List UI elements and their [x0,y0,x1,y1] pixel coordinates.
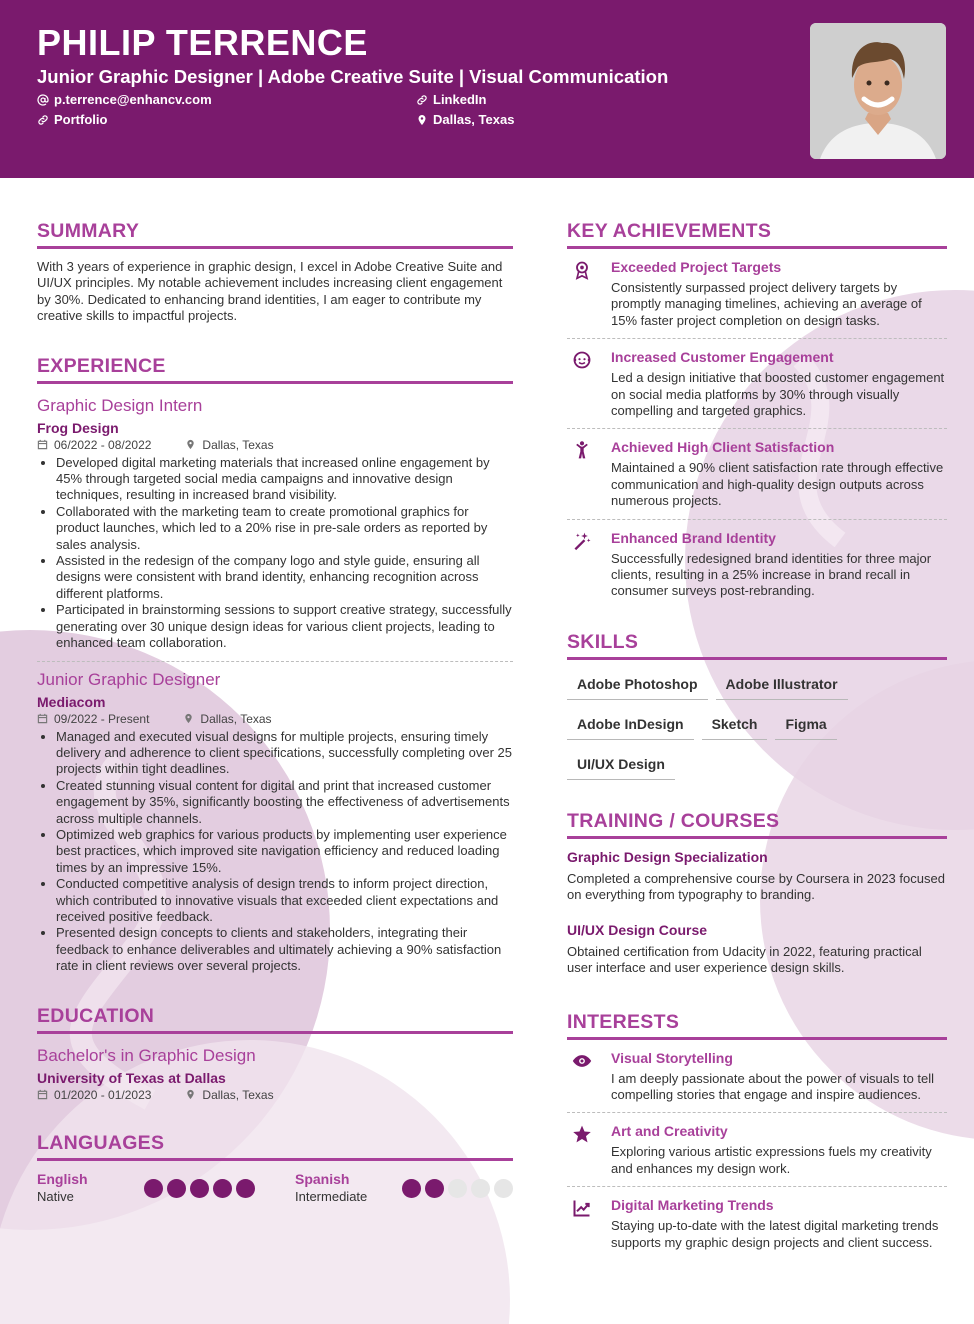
achievement-title: Increased Customer Engagement [611,349,834,366]
achievement-text: Consistently surpassed project delivery targets by promptly managing timelines, achieving an average of 15% faster project completion on design tasks. [611,280,922,328]
bullet: • Managed and executed visual designs for multiple projects, ensuring timely delivery and adherence to client specifications, successfully completing over 25 projects within tight deadlines. [56,729,513,778]
calendar-icon [37,713,48,724]
candidate-tagline: Junior Graphic Designer | Adobe Creative Suite | Visual Communication [37,66,669,87]
link-icon [37,114,49,126]
interest-item [567,1050,947,1114]
interest-title: Visual Storytelling [611,1049,733,1066]
user-headset-icon [572,350,592,370]
course-title: Graphic Design Specialization [567,848,768,865]
interest-item [567,1197,947,1260]
job-entry [37,670,513,975]
map-pin-icon [185,439,196,450]
education-location: Dallas, Texas [202,1087,274,1102]
rating-dot-filled [167,1179,186,1198]
rating-dot-empty [471,1179,490,1198]
job-bullets [37,455,513,652]
skills-list [567,670,947,780]
linkedin-text: LinkedIn [433,92,487,107]
achievement-text: Led a design initiative that boosted customer engagement on social media platforms by 30% through visually compelling and targeted graphics. [611,370,945,419]
skill-tag: Adobe InDesign [567,710,694,740]
job-dates: 09/2022 - Present [54,711,150,726]
training-section [567,810,947,977]
interest-text: Staying up-to-date with the latest digital marketing trends supports my graphic design projects and client success. [611,1218,939,1250]
job-company: Frog Design [37,419,119,436]
experience-section [37,355,513,975]
education-dates: 01/2020 - 01/2023 [54,1087,152,1102]
achievement-item [567,259,947,339]
job-role: Junior Graphic Designer [37,669,221,689]
job-role: Graphic Design Intern [37,395,203,415]
skill-tag: Adobe Illustrator [716,670,848,700]
interests-section [567,1011,947,1260]
job-meta [37,438,513,452]
achievement-title: Enhanced Brand Identity [611,529,776,546]
candidate-name: PHILIP TERRENCE [37,22,368,63]
email-text: p.terrence@enhancv.com [54,92,212,107]
summary-title: SUMMARY [37,220,513,249]
job-meta [37,712,513,726]
bullet: • Conducted competitive analysis of design trends to inform project direction, which contributed to innovative visuals that exceeded client expectations and received positive feedback. [56,876,513,925]
interest-text: I am deeply passionate about the power of visuals to tell compelling stories that engage and inspire audiences. [611,1070,935,1102]
skills-title: SKILLS [567,631,947,660]
bullet: • Participated in brainstorming sessions to support creative strategy, successfully generating over 30 unique design ideas for various client projects, leading to enhanced team collaboration. [56,602,513,651]
rating-dot-filled [213,1179,232,1198]
divider [37,661,513,662]
language-level: Native [37,1188,74,1204]
header [0,0,974,178]
at-icon [37,94,49,106]
languages-list [37,1171,513,1204]
location-text: Dallas, Texas [433,112,515,127]
calendar-icon [37,439,48,450]
map-pin-icon [183,713,194,724]
course-item [567,922,947,977]
rating-dot-filled [236,1179,255,1198]
achievement-text: Successfully redesigned brand identities for three major clients, resulting in a 25% increase in brand recall in consumer surveys post-rebranding. [611,550,932,599]
school: University of Texas at Dallas [37,1069,226,1086]
languages-section [37,1132,513,1204]
course-item [567,849,947,904]
skills-section [567,631,947,780]
language-rating [402,1179,513,1204]
skill-tag: Figma [775,710,836,740]
rating-dot-filled [144,1179,163,1198]
bullet: • Developed digital marketing materials that increased online engagement by 45% through targeted social media campaigns and innovative design techniques, resulting in increased brand visibility. [56,455,513,504]
experience-title: EXPERIENCE [37,355,513,384]
calendar-icon [37,1089,48,1100]
achievement-item [567,349,947,429]
link-icon [416,94,428,106]
education-meta [37,1088,513,1102]
skill-tag: UI/UX Design [567,750,675,780]
job-location: Dallas, Texas [202,437,274,452]
interest-title: Digital Marketing Trends [611,1197,774,1214]
avatar [810,23,946,159]
course-title: UI/UX Design Course [567,921,708,938]
interest-title: Art and Creativity [611,1123,728,1140]
language-name: English [37,1170,88,1187]
email-contact[interactable] [37,92,212,107]
map-pin-icon [185,1089,196,1100]
language-item [37,1171,255,1204]
linkedin-link[interactable] [416,92,486,107]
map-pin-icon [416,114,428,126]
trend-chart-icon [572,1198,592,1218]
course-text: Obtained certification from Udacity in 2022, featuring practical user interface and user experience design skills. [567,943,922,976]
language-name: Spanish [295,1170,350,1187]
star-icon [572,1124,592,1144]
bullet: • Assisted in the redesign of the company logo and style guide, ensuring all designs were consistent with brand identity, enhancing recognition across different platforms. [56,553,513,602]
degree: Bachelor's in Graphic Design [37,1045,256,1065]
profile-photo [810,23,946,159]
skill-tag: Adobe Photoshop [567,670,708,700]
job-entry [37,396,513,652]
achievement-title: Achieved High Client Satisfaction [611,439,835,456]
portfolio-text: Portfolio [54,112,108,127]
portfolio-link[interactable] [37,112,107,127]
right-column [567,220,947,1270]
course-text: Completed a comprehensive course by Coursera in 2023 focused on everything from typography to branding. [567,870,945,903]
education-title: EDUCATION [37,1005,513,1034]
bullet: • Optimized web graphics for various products by implementing user experience best practices, which improved site navigation efficiency and reduced loading times by an impressive 15%. [56,827,513,876]
person-celebrate-icon [572,440,592,460]
interest-item [567,1123,947,1187]
rating-dot-filled [190,1179,209,1198]
languages-title: LANGUAGES [37,1132,513,1161]
achievements-section [567,220,947,609]
interests-title: INTERESTS [567,1011,947,1040]
achievement-item [567,439,947,519]
rating-dot-empty [448,1179,467,1198]
achievement-title: Exceeded Project Targets [611,259,782,275]
achievement-item [567,530,947,609]
rating-dot-filled [402,1179,421,1198]
training-title: TRAINING / COURSES [567,810,947,839]
summary-section [37,220,513,325]
job-dates: 06/2022 - 08/2022 [54,437,152,452]
achievements-title: KEY ACHIEVEMENTS [567,220,947,249]
location-contact [416,112,514,127]
language-item [295,1171,513,1204]
award-ribbon-icon [572,260,592,280]
bullet: • Presented design concepts to clients and stakeholders, integrating their feedback to enhance deliverables and ultimately achieving a 90% satisfaction rate in client reviews over several projects. [56,925,513,974]
achievement-text: Maintained a 90% client satisfaction rate through effective communication and high-quality design outputs across numerous projects. [611,460,944,509]
summary-text: With 3 years of experience in graphic design, I excel in Adobe Creative Suite and UI/UX principles. My notable achievement includes increasing client engagement by 30%. Dedicated to enhancing brand identities, I am eager to contribute my creative skills to impactful projects. [37,259,503,324]
rating-dot-filled [425,1179,444,1198]
interest-text: Exploring various artistic expressions fuels my creativity and enhances my design work. [611,1144,932,1176]
eye-icon [572,1051,592,1071]
skill-tag: Sketch [702,710,768,740]
language-level: Intermediate [295,1188,368,1204]
job-company: Mediacom [37,693,106,710]
job-bullets [37,729,513,975]
left-column [37,220,513,1204]
bullet: • Collaborated with the marketing team to create promotional graphics for product launches, which led to a 20% rise in pre-sale orders as reported by sales analysis. [56,504,513,553]
job-location: Dallas, Texas [200,711,272,726]
rating-dot-empty [494,1179,513,1198]
education-section [37,1005,513,1102]
language-rating [144,1179,255,1204]
magic-wand-icon [572,531,592,551]
bullet: • Created stunning visual content for digital and print that increased customer engagement by 35%, significantly boosting the effectiveness of advertisements across multiple channels. [56,778,513,827]
